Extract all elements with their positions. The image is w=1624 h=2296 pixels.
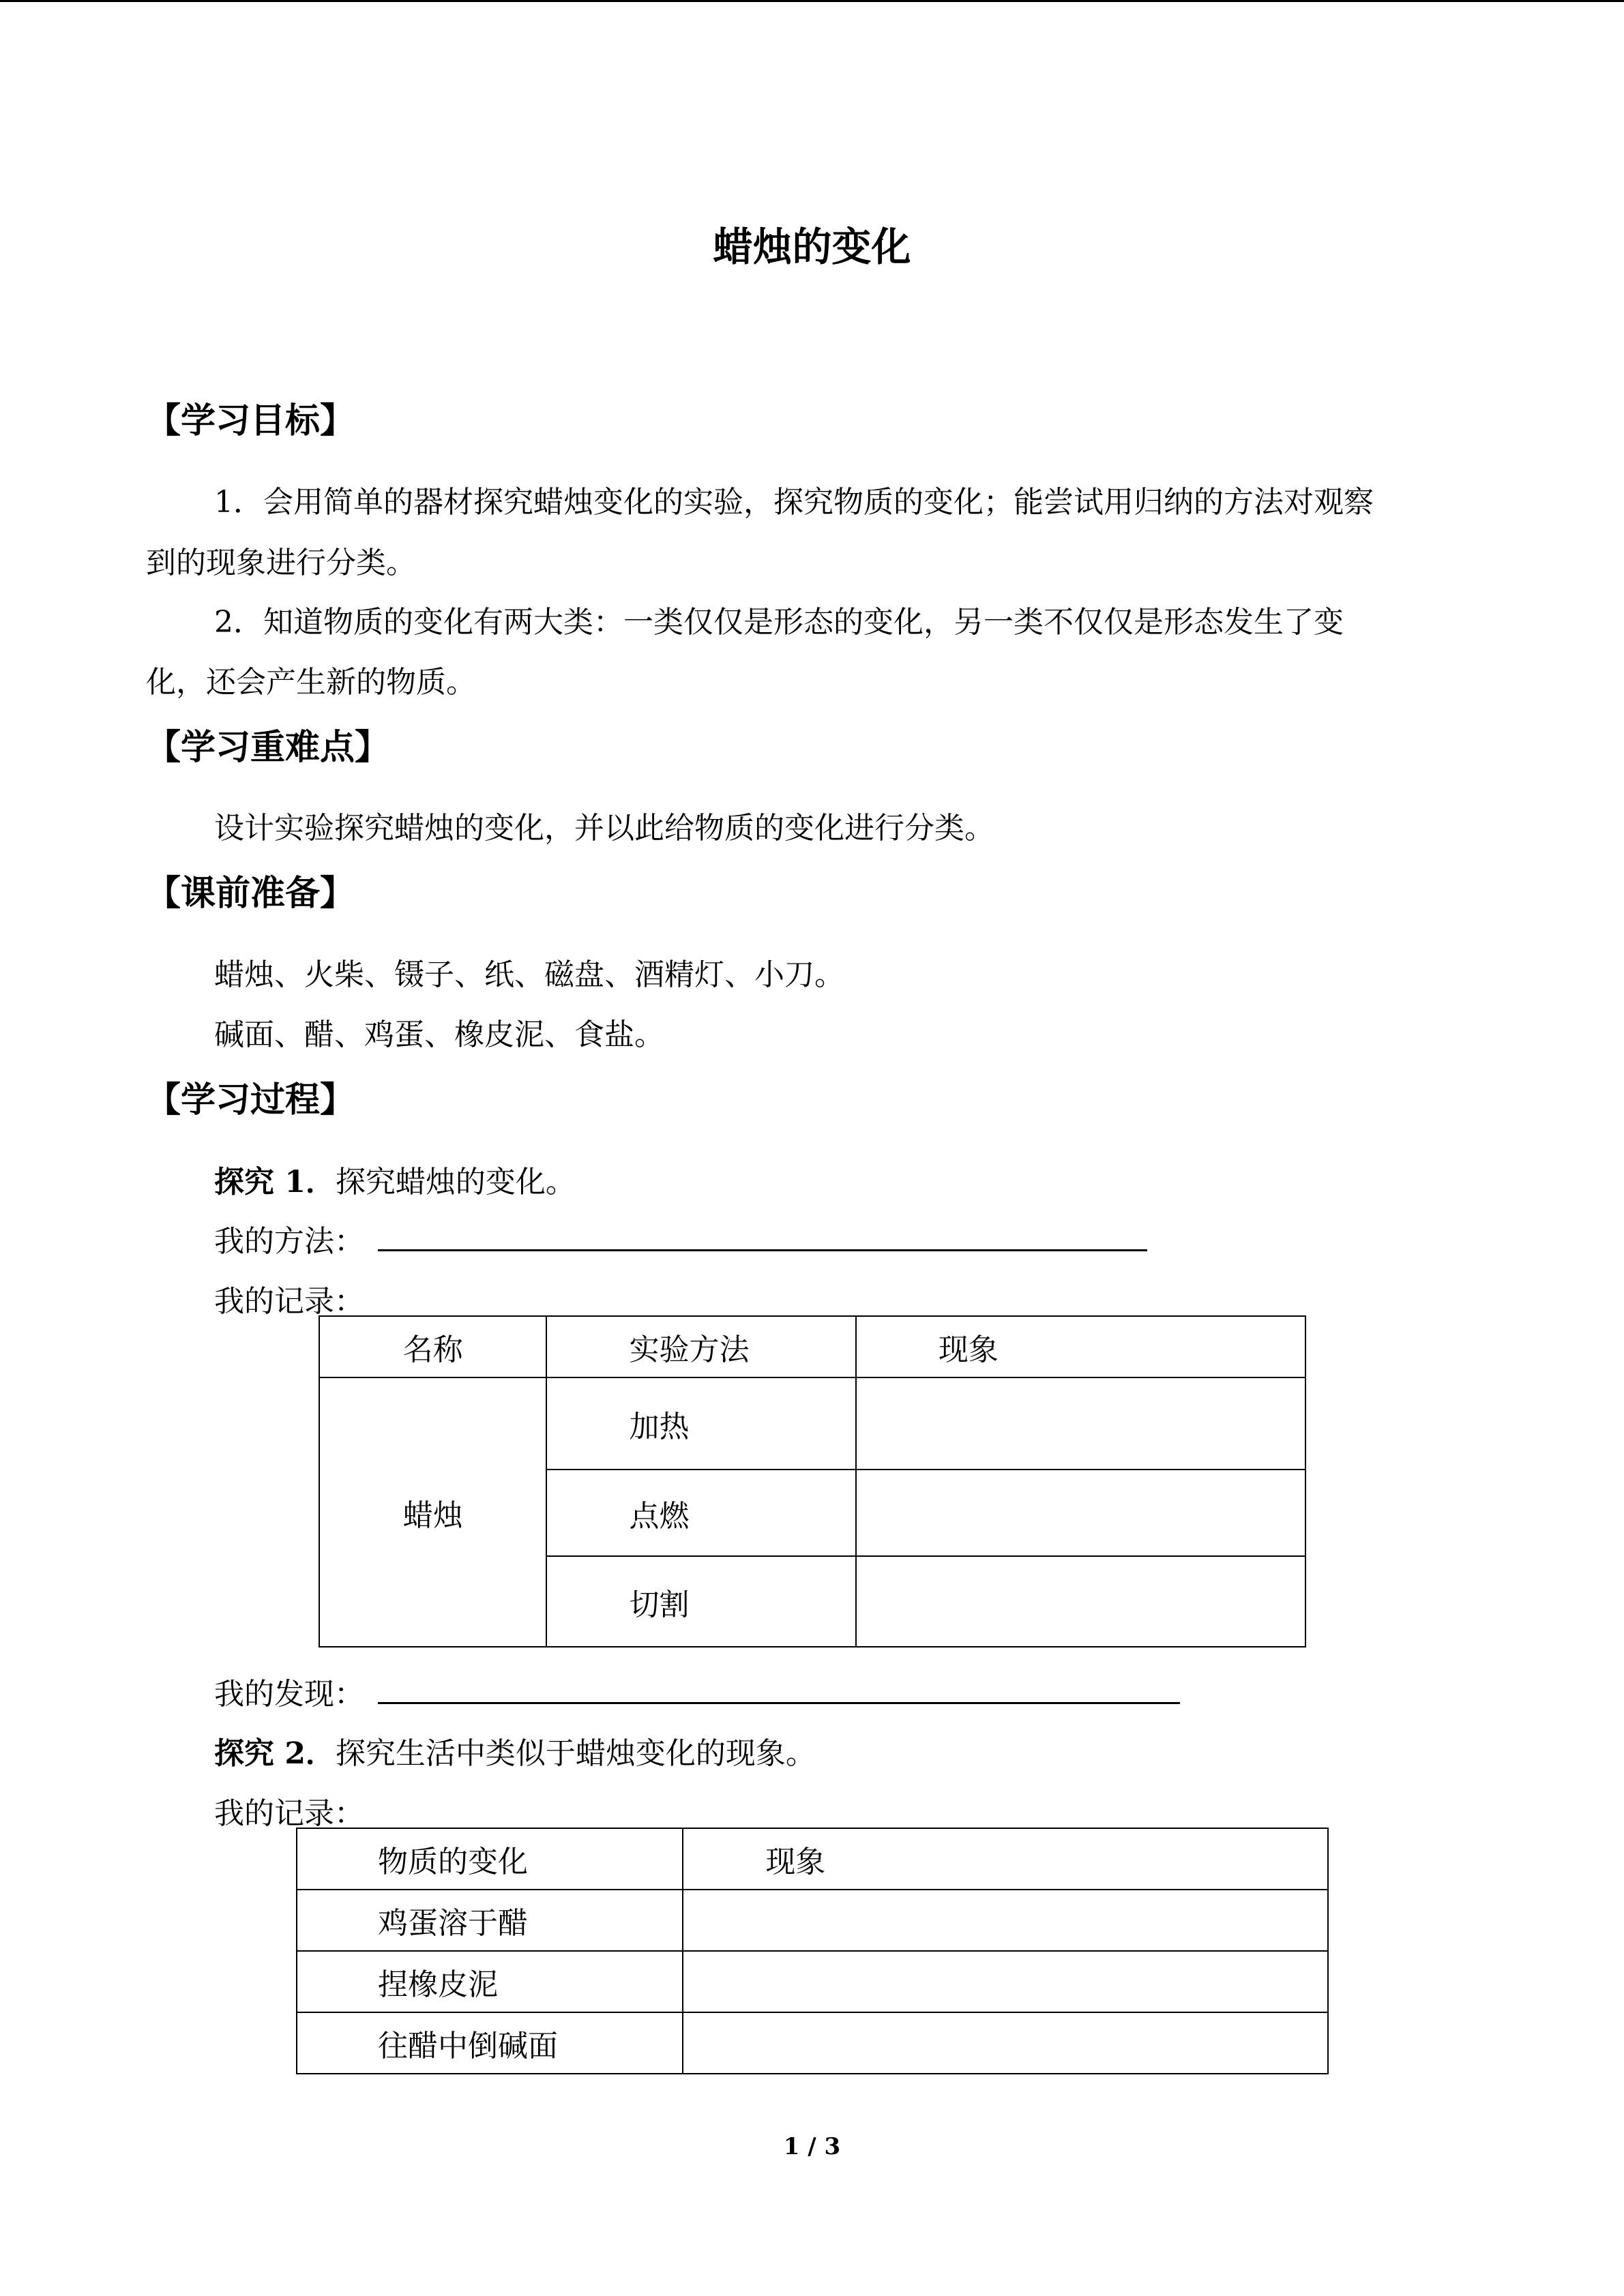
table2-row-soda-vinegar: 往醋中倒碱面 bbox=[297, 2012, 683, 2074]
table1-phenomenon-cell[interactable] bbox=[856, 1556, 1305, 1647]
page-number: 1 / 3 bbox=[783, 2133, 841, 2160]
table2-phenomenon-cell[interactable] bbox=[683, 2012, 1328, 2074]
heading-process: 【学习过程】 bbox=[146, 1080, 355, 1120]
objective-2-line1: 2．知道物质的变化有两大类：一类仅仅是形态的变化，另一类不仅仅是形态发生了变 bbox=[214, 605, 1344, 640]
table2-phenomenon-cell[interactable] bbox=[683, 1890, 1328, 1951]
my-record-label-2: 我的记录： bbox=[214, 1796, 364, 1831]
heading-key-points: 【学习重难点】 bbox=[146, 728, 390, 768]
my-method-blank-line[interactable] bbox=[378, 1249, 1147, 1251]
table1-method-ignite: 点燃 bbox=[546, 1470, 855, 1556]
inquiry-2-label: 探究 2． bbox=[214, 1736, 336, 1771]
table2-row-plasticine: 捏橡皮泥 bbox=[297, 1951, 683, 2012]
objective-2-line2: 化，还会产生新的物质。 bbox=[146, 665, 476, 700]
heading-preparation: 【课前准备】 bbox=[146, 874, 355, 914]
inquiry-2 bbox=[214, 1729, 816, 1772]
key-points-text: 设计实验探究蜡烛的变化，并以此给物质的变化进行分类。 bbox=[214, 811, 994, 846]
my-method-label: 我的方法： bbox=[214, 1224, 364, 1259]
table1-item-candle: 蜡烛 bbox=[319, 1377, 546, 1647]
preparation-line2: 碱面、醋、鸡蛋、橡皮泥、食盐。 bbox=[214, 1017, 664, 1052]
table2-header-phenomenon: 现象 bbox=[683, 1828, 1328, 1890]
table1-header-phenomenon: 现象 bbox=[856, 1316, 1305, 1377]
inquiry-2-text: 探究生活中类似于蜡烛变化的现象。 bbox=[335, 1736, 816, 1771]
table1-header-method: 实验方法 bbox=[546, 1316, 855, 1377]
table1-method-heat: 加热 bbox=[546, 1377, 855, 1470]
table1-phenomenon-cell[interactable] bbox=[856, 1377, 1305, 1470]
my-finding-label: 我的发现： bbox=[214, 1677, 364, 1712]
inquiry-1-text: 探究蜡烛的变化。 bbox=[335, 1165, 576, 1199]
my-record-label-1: 我的记录： bbox=[214, 1284, 364, 1319]
heading-objectives: 【学习目标】 bbox=[146, 401, 355, 441]
table2-row-egg-vinegar: 鸡蛋溶于醋 bbox=[297, 1890, 683, 1951]
objective-1-line2: 到的现象进行分类。 bbox=[146, 546, 416, 580]
similar-changes-table bbox=[296, 1828, 1329, 2074]
table1-phenomenon-cell[interactable] bbox=[856, 1470, 1305, 1556]
table2-phenomenon-cell[interactable] bbox=[683, 1951, 1328, 2012]
candle-record-table bbox=[319, 1315, 1306, 1648]
table2-header-change: 物质的变化 bbox=[297, 1828, 683, 1890]
inquiry-1 bbox=[214, 1157, 576, 1201]
objective-1-line1: 1．会用简单的器材探究蜡烛变化的实验，探究物质的变化；能尝试用归纳的方法对观察 bbox=[214, 485, 1374, 520]
preparation-line1: 蜡烛、火柴、镊子、纸、磁盘、酒精灯、小刀。 bbox=[214, 957, 844, 992]
my-finding-blank-line[interactable] bbox=[378, 1702, 1180, 1704]
top-border-line bbox=[0, 0, 1624, 2]
table1-header-name: 名称 bbox=[319, 1316, 546, 1377]
page-title: 蜡烛的变化 bbox=[713, 224, 911, 270]
table1-method-cut: 切割 bbox=[546, 1556, 855, 1647]
inquiry-1-label: 探究 1． bbox=[214, 1165, 336, 1199]
